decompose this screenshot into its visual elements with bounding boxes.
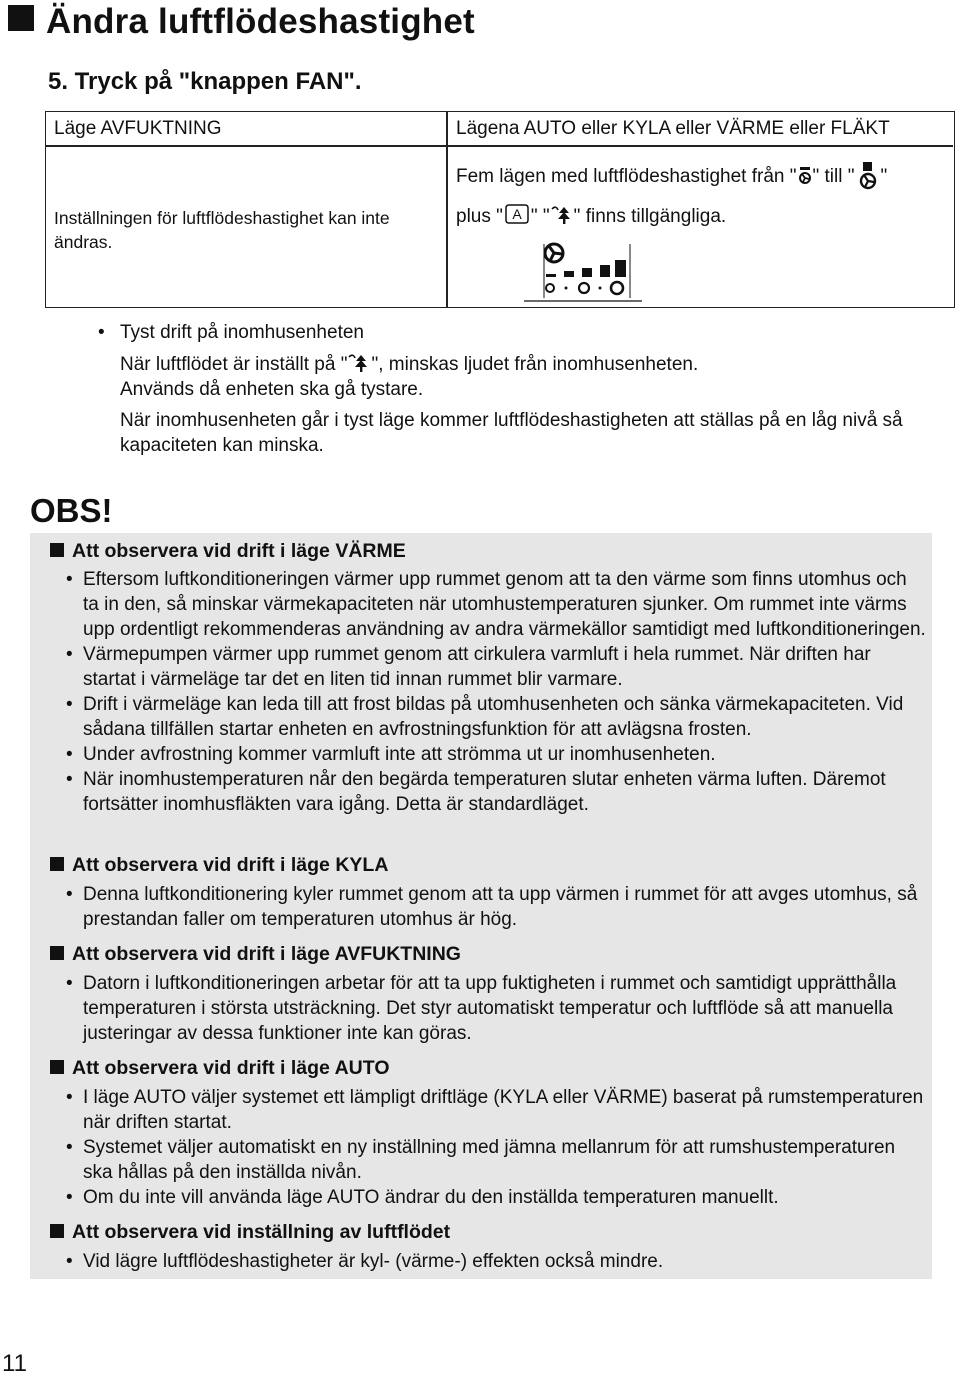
list-item: • Om du inte vill använda läge AUTO ändrar du den inställda temperaturen manuellt. [66,1187,779,1208]
quiet-operation-note [98,320,958,458]
section-square-icon [50,543,64,557]
dry-mode-note: Inställningen för luftflödeshastighet kan inte ändras. [54,208,390,252]
section-list-dry [66,971,926,1046]
quiet-line-3: När inomhusenheten går i tyst läge kommer luftflödeshastigheten att ställas på en låg nivå så kapaciteten kan minska. [120,410,903,456]
section-square-icon [50,857,64,871]
quiet-heading: Tyst drift på inomhusenheten [120,322,364,343]
fan-low-icon [797,165,813,185]
fan-speed-table [45,111,955,308]
table-header-modes: Lägena AUTO eller KYLA eller VÄRME eller FLÄKT [456,118,890,139]
fan-speed-display-icon [524,240,644,302]
section-square-icon [50,1224,64,1238]
obs-heading: OBS! [30,492,113,529]
list-item: • Datorn i luftkonditioneringen arbetar för att ta upp fuktigheten i rummet och samtidigt upprätthålla temperaturen i största utsträckning. Det styr automatiskt temperatur och luftflöde så att manuella justeringar av dessa funktioner inte kan göras. [66,973,897,1044]
section-title-airflow: Att observera vid inställning av luftflödet [50,1221,450,1244]
fan-speed-description-line1: Fem lägen med luftflödeshastighet från " " till " " [456,162,887,190]
section-list-heat [66,567,926,817]
list-item: • Eftersom luftkonditioneringen värmer upp rummet genom att ta den värme som finns utomhus och ta in den, så minskar värmekapaciteten när utomhustemperaturen sjunker. Om rummet inte värms upp ordentligt rekommenderas användning av andra värmekällor samtidigt med luftkonditioneringen. [66,569,926,640]
list-item: • Vid lägre luftflödeshastigheter är kyl- (värme-) effekten också mindre. [66,1251,664,1272]
quiet-heading-row [98,320,958,345]
list-item: • Drift i värmeläge kan leda till att frost bildas på utomhusenheten och sänka värmekapaciteten. Vid sådana tillfällen startar enheten en avfrostningsfunktion för att avlägsna frosten. [66,694,904,740]
step-instruction: 5. Tryck på "knappen FAN". [48,68,362,95]
list-item: • Denna luftkonditionering kyler rummet genom att ta upp värmen i rummet för att avges utomhus, så prestandan faller om temperaturen utomhus är hög. [66,884,918,930]
list-item: • Värmepumpen värmer upp rummet genom att cirkulera varmluft i hela rummet. När driften har startat i värmeläge tar det en liten tid innan rummet blir varmare. [66,644,871,690]
table-divider-horizontal [46,145,953,147]
svg-text:A: A [512,206,522,222]
notes-box [30,533,932,1279]
section-title-dry: Att observera vid drift i läge AVFUKTNING [50,943,461,966]
auto-fan-icon [503,203,531,225]
page-title-text: Ändra luftflödeshastighet [46,2,475,41]
quiet-fan-icon [550,205,574,225]
section-title-cool: Att observera vid drift i läge KYLA [50,854,388,877]
fan-high-icon [855,162,881,190]
title-square-icon [8,5,34,31]
section-square-icon [50,946,64,960]
section-title-heat: Att observera vid drift i läge VÄRME [50,540,406,563]
section-list-cool [66,882,926,932]
quiet-fan-icon [347,353,371,373]
list-item: • När inomhustemperaturen når den begärda temperaturen slutar enheten värma luften. Däremot fortsätter inomhusfläkten vara igång. Detta är standardläget. [66,769,886,815]
page-title [8,2,475,42]
quiet-line-2: Används då enheten ska gå tystare. [120,379,424,400]
list-item: • Under avfrostning kommer varmluft inte att strömma ut ur inomhusenheten. [66,744,716,765]
bullet: • [98,322,105,343]
list-item: • I läge AUTO väljer systemet ett lämpligt driftläge (KYLA eller VÄRME) baserat på rumstemperaturen när driften startat. [66,1087,924,1133]
section-list-airflow [66,1249,926,1274]
section-list-auto [66,1085,926,1210]
section-title-auto: Att observera vid drift i läge AUTO [50,1057,389,1080]
section-square-icon [50,1060,64,1074]
table-header-dry: Läge AVFUKTNING [54,118,222,139]
list-item: • Systemet väljer automatiskt en ny inställning med jämna mellanrum för att rumshustemperaturen ska hållas på den inställda nivån. [66,1137,896,1183]
fan-speed-description-line2: plus " A " " " finns tillgängliga. [456,203,726,228]
page-number: 11 [2,1350,27,1377]
quiet-line-1: När luftflödet är inställt på " ", minskas ljudet från inomhusenheten. [120,354,699,375]
table-divider-vertical [446,112,448,307]
